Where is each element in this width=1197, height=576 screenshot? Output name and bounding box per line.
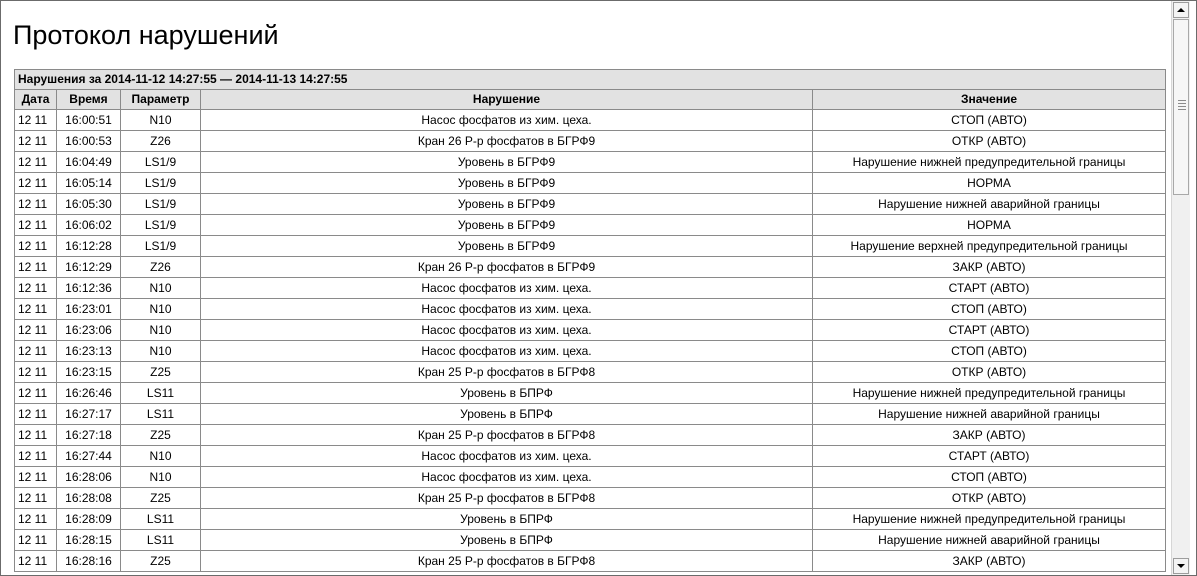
header-date: Дата xyxy=(15,90,57,110)
cell-violation: Кран 25 Р-р фосфатов в БГРФ8 xyxy=(201,425,813,446)
cell-date: 12 11 xyxy=(15,215,57,236)
cell-param: N10 xyxy=(121,299,201,320)
cell-value: СТОП (АВТО) xyxy=(813,299,1166,320)
cell-value: Нарушение нижней предупредительной границы xyxy=(813,509,1166,530)
cell-violation: Уровень в БГРФ9 xyxy=(201,215,813,236)
cell-param: Z25 xyxy=(121,425,201,446)
cell-value: СТОП (АВТО) xyxy=(813,467,1166,488)
cell-value: СТАРТ (АВТО) xyxy=(813,320,1166,341)
header-value: Значение xyxy=(813,90,1166,110)
cell-param: N10 xyxy=(121,446,201,467)
cell-time: 16:28:08 xyxy=(57,488,121,509)
cell-time: 16:23:06 xyxy=(57,320,121,341)
cell-date: 12 11 xyxy=(15,236,57,257)
page-title: Протокол нарушений xyxy=(13,20,279,50)
table-row xyxy=(15,551,1166,572)
table-row xyxy=(15,257,1166,278)
cell-param: LS1/9 xyxy=(121,173,201,194)
cell-param: LS1/9 xyxy=(121,152,201,173)
cell-date: 12 11 xyxy=(15,446,57,467)
cell-violation: Насос фосфатов из хим. цеха. xyxy=(201,467,813,488)
cell-date: 12 11 xyxy=(15,194,57,215)
vertical-scrollbar[interactable] xyxy=(1171,1,1190,575)
cell-value: ОТКР (АВТО) xyxy=(813,488,1166,509)
cell-value: НОРМА xyxy=(813,173,1166,194)
cell-violation: Кран 25 Р-р фосфатов в БГРФ8 xyxy=(201,551,813,572)
cell-date: 12 11 xyxy=(15,404,57,425)
table-row xyxy=(15,278,1166,299)
cell-param: LS1/9 xyxy=(121,194,201,215)
cell-value: ОТКР (АВТО) xyxy=(813,131,1166,152)
cell-violation: Насос фосфатов из хим. цеха. xyxy=(201,341,813,362)
cell-param: Z25 xyxy=(121,488,201,509)
cell-violation: Уровень в БГРФ9 xyxy=(201,173,813,194)
cell-date: 12 11 xyxy=(15,131,57,152)
cell-value: СТАРТ (АВТО) xyxy=(813,278,1166,299)
cell-violation: Насос фосфатов из хим. цеха. xyxy=(201,299,813,320)
table-row xyxy=(15,467,1166,488)
cell-date: 12 11 xyxy=(15,488,57,509)
cell-param: Z25 xyxy=(121,551,201,572)
cell-time: 16:26:46 xyxy=(57,383,121,404)
cell-date: 12 11 xyxy=(15,110,57,131)
table-row xyxy=(15,383,1166,404)
cell-violation: Уровень в БПРФ xyxy=(201,404,813,425)
cell-value: Нарушение верхней предупредительной границы xyxy=(813,236,1166,257)
arrow-down-icon xyxy=(1177,564,1185,568)
table-row xyxy=(15,341,1166,362)
scroll-down-button[interactable] xyxy=(1173,558,1189,574)
header-violation: Нарушение xyxy=(201,90,813,110)
cell-date: 12 11 xyxy=(15,362,57,383)
cell-date: 12 11 xyxy=(15,320,57,341)
scroll-up-button[interactable] xyxy=(1173,2,1189,18)
table-body xyxy=(15,110,1166,572)
cell-value: Нарушение нижней предупредительной границы xyxy=(813,383,1166,404)
cell-time: 16:28:15 xyxy=(57,530,121,551)
cell-violation: Насос фосфатов из хим. цеха. xyxy=(201,110,813,131)
cell-date: 12 11 xyxy=(15,257,57,278)
cell-date: 12 11 xyxy=(15,173,57,194)
cell-value: СТОП (АВТО) xyxy=(813,341,1166,362)
cell-violation: Уровень в БГРФ9 xyxy=(201,194,813,215)
cell-date: 12 11 xyxy=(15,530,57,551)
table-caption: Нарушения за 2014-11-12 14:27:55 — 2014-11-13 14:27:55 xyxy=(15,70,1166,90)
table-row xyxy=(15,530,1166,551)
cell-date: 12 11 xyxy=(15,509,57,530)
cell-param: N10 xyxy=(121,110,201,131)
header-param: Параметр xyxy=(121,90,201,110)
table-row xyxy=(15,215,1166,236)
cell-time: 16:28:06 xyxy=(57,467,121,488)
cell-time: 16:05:30 xyxy=(57,194,121,215)
cell-value: ЗАКР (АВТО) xyxy=(813,551,1166,572)
cell-time: 16:04:49 xyxy=(57,152,121,173)
cell-time: 16:05:14 xyxy=(57,173,121,194)
cell-time: 16:23:01 xyxy=(57,299,121,320)
cell-time: 16:00:53 xyxy=(57,131,121,152)
cell-violation: Кран 25 Р-р фосфатов в БГРФ8 xyxy=(201,362,813,383)
cell-time: 16:06:02 xyxy=(57,215,121,236)
cell-violation: Уровень в БГРФ9 xyxy=(201,236,813,257)
cell-time: 16:28:09 xyxy=(57,509,121,530)
cell-value: СТОП (АВТО) xyxy=(813,110,1166,131)
cell-param: LS11 xyxy=(121,509,201,530)
table-row xyxy=(15,446,1166,467)
cell-violation: Уровень в БПРФ xyxy=(201,530,813,551)
cell-value: ОТКР (АВТО) xyxy=(813,362,1166,383)
cell-date: 12 11 xyxy=(15,341,57,362)
table-row xyxy=(15,509,1166,530)
report-content xyxy=(13,1,1166,575)
cell-time: 16:12:29 xyxy=(57,257,121,278)
cell-value: НОРМА xyxy=(813,215,1166,236)
table-row xyxy=(15,404,1166,425)
cell-time: 16:12:28 xyxy=(57,236,121,257)
cell-date: 12 11 xyxy=(15,278,57,299)
cell-violation: Насос фосфатов из хим. цеха. xyxy=(201,320,813,341)
cell-violation: Кран 26 Р-р фосфатов в БГРФ9 xyxy=(201,257,813,278)
arrow-up-icon xyxy=(1177,8,1185,12)
cell-param: N10 xyxy=(121,341,201,362)
cell-violation: Кран 26 Р-р фосфатов в БГРФ9 xyxy=(201,131,813,152)
cell-param: Z26 xyxy=(121,131,201,152)
cell-date: 12 11 xyxy=(15,551,57,572)
cell-time: 16:28:16 xyxy=(57,551,121,572)
table-header-row xyxy=(15,90,1166,110)
cell-param: N10 xyxy=(121,278,201,299)
table-row xyxy=(15,362,1166,383)
grip-icon xyxy=(1178,100,1186,112)
cell-value: СТАРТ (АВТО) xyxy=(813,446,1166,467)
cell-value: Нарушение нижней предупредительной границы xyxy=(813,152,1166,173)
table-row xyxy=(15,425,1166,446)
cell-date: 12 11 xyxy=(15,467,57,488)
cell-date: 12 11 xyxy=(15,152,57,173)
table-row xyxy=(15,236,1166,257)
table-row xyxy=(15,173,1166,194)
cell-violation: Кран 25 Р-р фосфатов в БГРФ8 xyxy=(201,488,813,509)
header-time: Время xyxy=(57,90,121,110)
table-row xyxy=(15,131,1166,152)
cell-param: LS11 xyxy=(121,383,201,404)
cell-value: Нарушение нижней аварийной границы xyxy=(813,404,1166,425)
cell-date: 12 11 xyxy=(15,299,57,320)
cell-param: LS1/9 xyxy=(121,215,201,236)
cell-time: 16:23:15 xyxy=(57,362,121,383)
cell-param: N10 xyxy=(121,467,201,488)
cell-violation: Насос фосфатов из хим. цеха. xyxy=(201,446,813,467)
cell-value: ЗАКР (АВТО) xyxy=(813,257,1166,278)
cell-param: Z26 xyxy=(121,257,201,278)
cell-param: LS11 xyxy=(121,530,201,551)
cell-violation: Уровень в БПРФ xyxy=(201,509,813,530)
scroll-thumb[interactable] xyxy=(1173,19,1189,195)
cell-date: 12 11 xyxy=(15,425,57,446)
cell-param: LS1/9 xyxy=(121,236,201,257)
table-row xyxy=(15,152,1166,173)
cell-time: 16:23:13 xyxy=(57,341,121,362)
cell-time: 16:12:36 xyxy=(57,278,121,299)
cell-date: 12 11 xyxy=(15,383,57,404)
table-row xyxy=(15,320,1166,341)
cell-param: LS11 xyxy=(121,404,201,425)
cell-time: 16:00:51 xyxy=(57,110,121,131)
table-row xyxy=(15,488,1166,509)
cell-param: N10 xyxy=(121,320,201,341)
table-row xyxy=(15,299,1166,320)
table-row xyxy=(15,110,1166,131)
cell-value: ЗАКР (АВТО) xyxy=(813,425,1166,446)
cell-violation: Уровень в БГРФ9 xyxy=(201,152,813,173)
cell-value: Нарушение нижней аварийной границы xyxy=(813,530,1166,551)
cell-violation: Уровень в БПРФ xyxy=(201,383,813,404)
table-caption-row xyxy=(15,70,1166,90)
cell-time: 16:27:18 xyxy=(57,425,121,446)
cell-value: Нарушение нижней аварийной границы xyxy=(813,194,1166,215)
cell-param: Z25 xyxy=(121,362,201,383)
table-row xyxy=(15,194,1166,215)
cell-time: 16:27:17 xyxy=(57,404,121,425)
cell-violation: Насос фосфатов из хим. цеха. xyxy=(201,278,813,299)
violations-table xyxy=(14,69,1166,572)
cell-time: 16:27:44 xyxy=(57,446,121,467)
